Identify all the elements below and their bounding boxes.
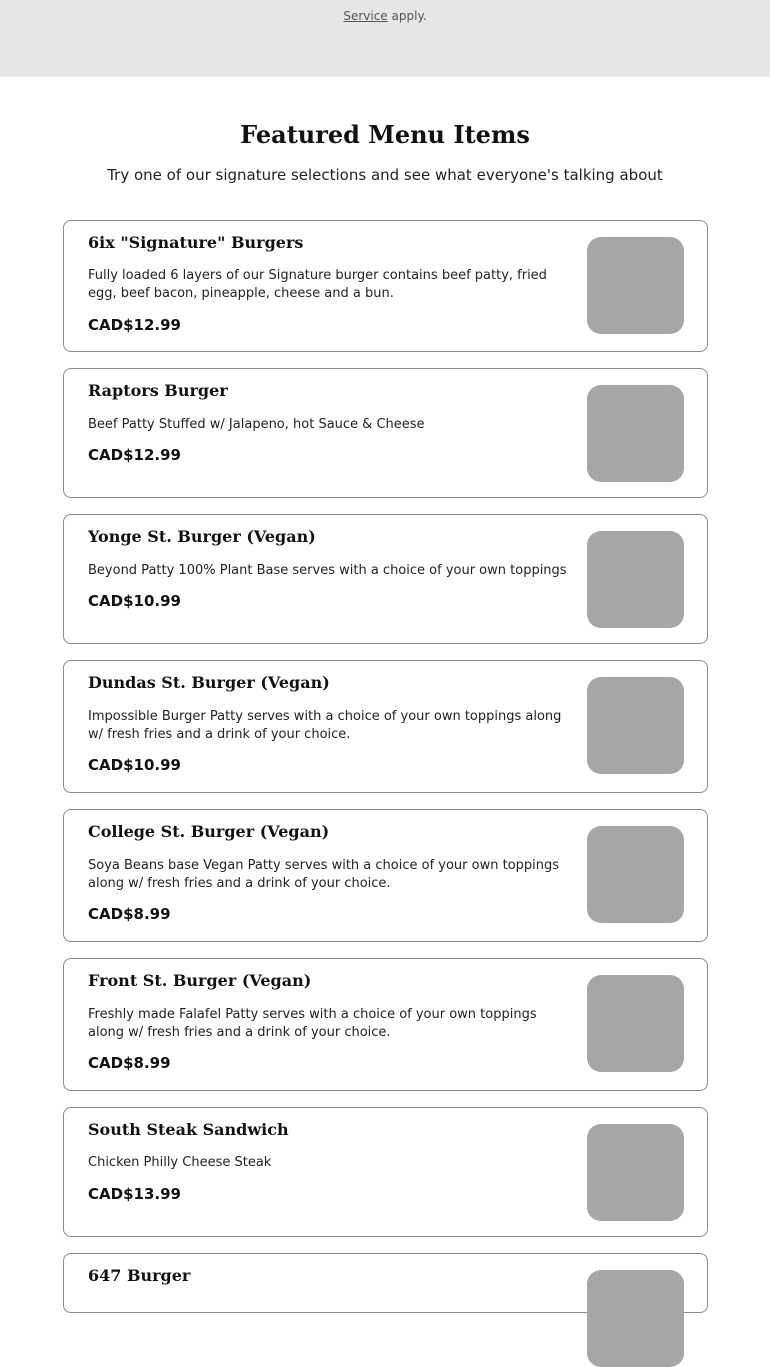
featured-section-title: Featured Menu Items — [240, 120, 530, 149]
menu-item-price: CAD$8.99 — [88, 905, 171, 923]
menu-item-price: CAD$12.99 — [88, 446, 181, 464]
menu-item-description: Freshly made Falafel Patty serves with a choice of your own toppings along w/ fresh fries and a drink of your choice. — [88, 1007, 537, 1040]
menu-item-card[interactable] — [63, 660, 708, 793]
menu-item-name: 647 Burger — [88, 1266, 191, 1285]
menu-item-image[interactable] — [587, 826, 684, 923]
menu-item-card[interactable] — [63, 1107, 708, 1237]
menu-item-card[interactable] — [63, 958, 708, 1091]
menu-item-name: College St. Burger (Vegan) — [88, 822, 330, 841]
menu-item-card[interactable] — [63, 809, 708, 942]
menu-item-name: Yonge St. Burger (Vegan) — [88, 527, 316, 546]
menu-item-description: Impossible Burger Patty serves with a choice of your own toppings along w/ fresh fries and a drink of your choice. — [88, 709, 562, 742]
menu-item-name: 6ix "Signature" Burgers — [88, 233, 304, 252]
menu-item-image[interactable] — [587, 677, 684, 774]
featured-section-subtitle: Try one of our signature selections and see what everyone's talking about — [107, 166, 663, 184]
menu-item-image[interactable] — [587, 385, 684, 482]
menu-item-description: Beyond Patty 100% Plant Base serves with a choice of your own toppings — [88, 563, 567, 578]
menu-item-image[interactable] — [587, 531, 684, 628]
menu-item-price: CAD$13.99 — [88, 1185, 181, 1203]
menu-item-image[interactable] — [587, 1270, 684, 1367]
menu-item-description: Chicken Philly Cheese Steak — [88, 1155, 272, 1170]
legal-line — [0, 9, 770, 23]
menu-item-image[interactable] — [587, 1124, 684, 1221]
menu-item-image[interactable] — [587, 237, 684, 334]
menu-item-description: Fully loaded 6 layers of our Signature burger contains beef patty, fried egg, beef bacon, pineapple, cheese and a bun. — [88, 268, 547, 301]
menu-item-image[interactable] — [587, 975, 684, 1072]
legal-apply-text: apply. — [391, 9, 427, 23]
menu-item-price: CAD$10.99 — [88, 592, 181, 610]
menu-item-price: CAD$8.99 — [88, 1054, 171, 1072]
menu-item-card[interactable] — [63, 220, 708, 352]
menu-item-name: South Steak Sandwich — [88, 1120, 289, 1139]
menu-item-description: Soya Beans base Vegan Patty serves with a choice of your own toppings along w/ fresh fries and a drink of your choice. — [88, 858, 560, 891]
menu-item-price: CAD$10.99 — [88, 756, 181, 774]
menu-item-name: Raptors Burger — [88, 381, 228, 400]
menu-item-description: Beef Patty Stuffed w/ Jalapeno, hot Sauce & Cheese — [88, 417, 425, 432]
terms-of-service-link[interactable]: Service — [343, 9, 388, 23]
menu-item-name: Front St. Burger (Vegan) — [88, 971, 312, 990]
menu-item-card[interactable] — [63, 514, 708, 644]
menu-item-price: CAD$12.99 — [88, 316, 181, 334]
menu-item-card[interactable] — [63, 1253, 708, 1313]
menu-item-card[interactable] — [63, 368, 708, 498]
menu-item-name: Dundas St. Burger (Vegan) — [88, 673, 330, 692]
